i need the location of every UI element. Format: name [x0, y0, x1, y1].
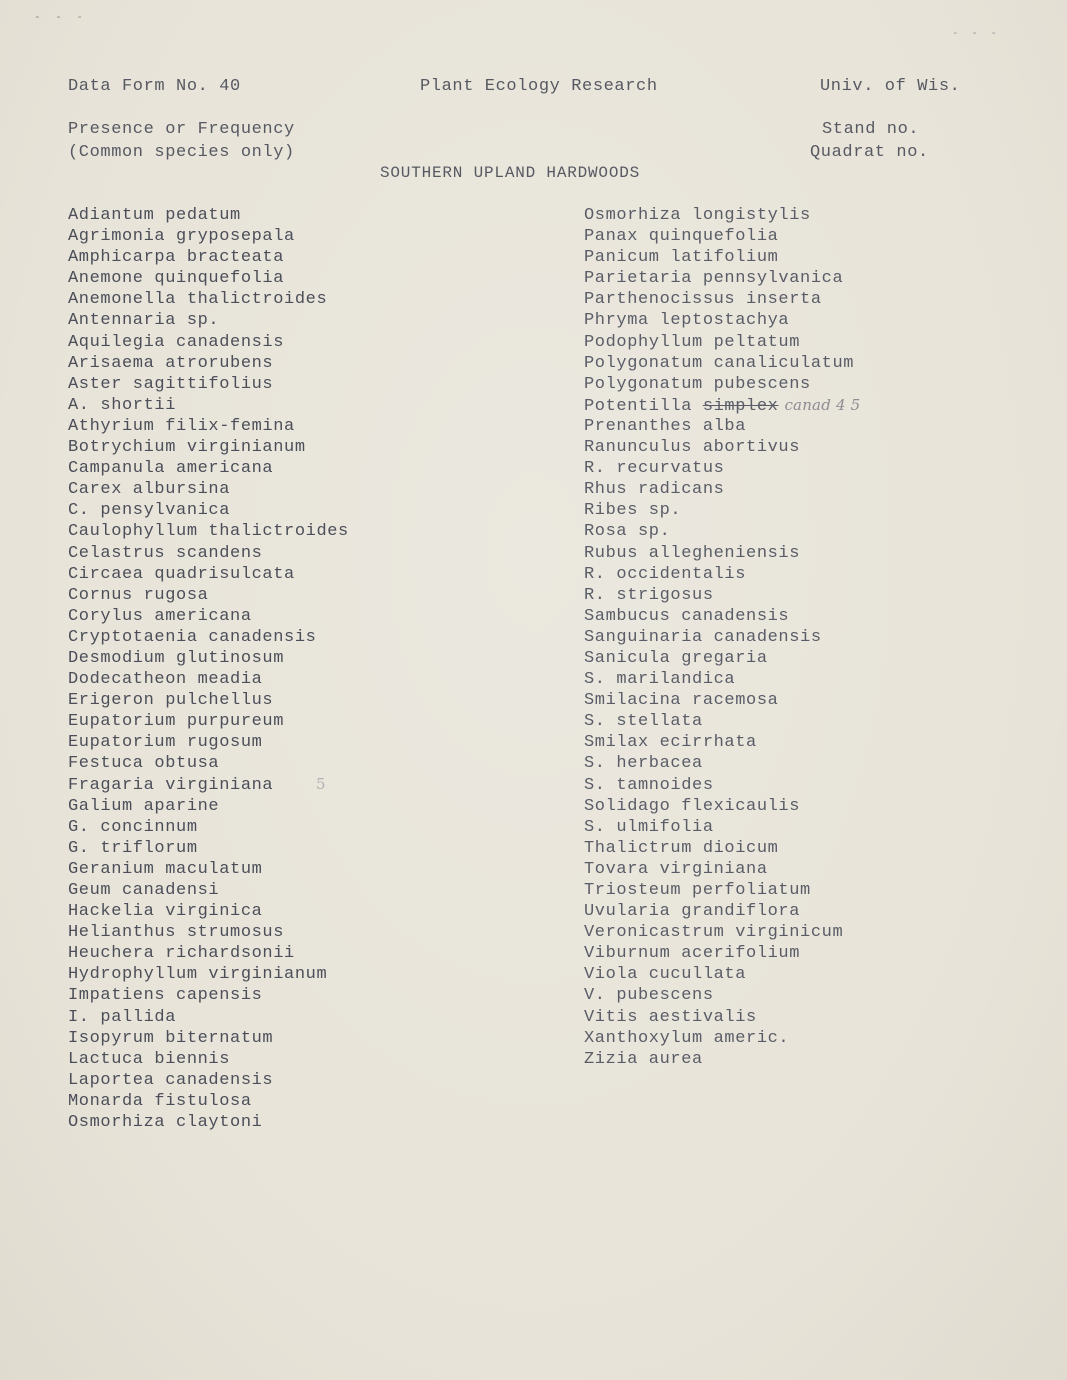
handwritten-note: canad 4 5 [784, 395, 861, 414]
species-item: Fragaria virginiana [68, 775, 274, 795]
species-item: Corylus americana [68, 606, 252, 626]
species-item: G. triflorum [68, 838, 198, 858]
species-item: Celastrus scandens [68, 543, 263, 563]
species-item: Desmodium glutinosum [68, 648, 285, 668]
species-item: Smilacina racemosa [584, 691, 779, 711]
species-item: S. marilandica [584, 670, 736, 690]
species-item: Phryma leptostachya [584, 311, 790, 331]
species-item: Tovara virginiana [584, 859, 768, 879]
species-item: Hackelia virginica [68, 902, 263, 922]
institution: Univ. of Wis. [820, 77, 961, 96]
species-item: Parthenocissus inserta [584, 290, 822, 310]
species-item: Panax quinquefolia [584, 227, 779, 247]
species-item: Sambucus canadensis [584, 606, 790, 626]
species-item: Agrimonia gryposepala [68, 227, 295, 247]
species-item: Xanthoxylum americ. [584, 1028, 790, 1048]
species-item: S. ulmifolia [584, 817, 714, 837]
species-item: Rosa sp. [584, 522, 671, 542]
species-item: Smilax ecirrhata [584, 733, 757, 753]
species-item: Eupatorium purpureum [68, 712, 285, 732]
species-item: Carex albursina [68, 480, 231, 500]
species-item: A. shortii [68, 395, 177, 415]
species-item: V. pubescens [584, 986, 714, 1006]
species-item: Dodecatheon meadia [68, 670, 263, 690]
project-title: Plant Ecology Research [420, 77, 658, 96]
quadrat-number-field: Quadrat no. [810, 143, 929, 162]
species-item: Caulophyllum thalictroides [68, 522, 349, 542]
species-item: S. stellata [584, 712, 703, 732]
species-item: Circaea quadrisulcata [68, 564, 295, 584]
species-item: Panicum latifolium [584, 248, 779, 268]
species-item: Osmorhiza claytoni [68, 1113, 263, 1133]
struck-epithet: simplex [702, 396, 779, 416]
species-item: C. pensylvanica [68, 501, 231, 521]
species-item: Solidago flexicaulis [584, 796, 801, 816]
species-item: Viola cucullata [584, 965, 747, 985]
species-item: G. concinnum [68, 817, 198, 837]
species-list-right [584, 205, 860, 1070]
species-item: Hydrophyllum virginianum [68, 965, 328, 985]
species-item: R. occidentalis [584, 564, 747, 584]
species-item: Lactuca biennis [68, 1049, 231, 1069]
species-item: Viburnum acerifolium [584, 944, 801, 964]
species-item: Isopyrum biternatum [68, 1028, 274, 1048]
species-item: Ranunculus abortivus [584, 438, 801, 458]
handwritten-note: 5 [316, 775, 326, 793]
species-item: Athyrium filix-femina [68, 416, 295, 436]
species-item: Cryptotaenia canadensis [68, 627, 317, 647]
species-item: Adiantum pedatum [68, 206, 241, 225]
species-item: S. herbacea [584, 754, 703, 774]
species-item: Aster sagittifolius [68, 374, 274, 394]
species-item: Heuchera richardsonii [68, 944, 295, 964]
species-item: Sanicula gregaria [584, 648, 768, 668]
species-item: Campanula americana [68, 459, 274, 479]
species-genus: Potentilla [584, 396, 703, 416]
species-item: Thalictrum dioicum [584, 838, 779, 858]
species-item: Galium aparine [68, 796, 220, 816]
species-list-left [68, 205, 349, 1133]
species-item: Anemonella thalictroides [68, 290, 328, 310]
species-item: I. pallida [68, 1007, 177, 1027]
species-item: S. tamnoides [584, 775, 714, 795]
species-item: Zizia aurea [584, 1049, 703, 1069]
species-item: Veronicastrum virginicum [584, 923, 844, 943]
species-item: Polygonatum canaliculatum [584, 353, 855, 373]
species-item: Polygonatum pubescens [584, 374, 811, 394]
species-item: Geum canadensi [68, 881, 220, 900]
species-item: Cornus rugosa [68, 585, 209, 605]
species-item: Ribes sp. [584, 501, 682, 521]
species-item: Monarda fistulosa [68, 1091, 252, 1111]
species-item [584, 395, 860, 416]
species-item: Rhus radicans [584, 480, 725, 500]
species-item: Osmorhiza longistylis [584, 206, 811, 225]
species-item: Geranium maculatum [68, 859, 263, 879]
species-item: Prenanthes alba [584, 416, 747, 436]
species-item: Arisaema atrorubens [68, 353, 274, 373]
species-item: Anemone quinquefolia [68, 269, 285, 289]
species-item: Uvularia grandiflora [584, 902, 801, 922]
species-item: Laportea canadensis [68, 1070, 274, 1090]
species-item: Vitis aestivalis [584, 1007, 757, 1027]
species-item: Botrychium virginianum [68, 438, 306, 458]
data-type-label: Presence or Frequency [68, 120, 295, 139]
species-item: Rubus allegheniensis [584, 543, 801, 563]
species-item: R. recurvatus [584, 459, 725, 479]
species-item: Eupatorium rugosum [68, 733, 263, 753]
species-item: Helianthus strumosus [68, 923, 285, 943]
species-item: Amphicarpa bracteata [68, 248, 285, 268]
species-item: Erigeron pulchellus [68, 691, 274, 711]
species-item: R. strigosus [584, 585, 714, 605]
form-label: Data Form No. 40 [68, 77, 241, 96]
corner-mark: - - - [952, 28, 1001, 40]
section-title: SOUTHERN UPLAND HARDWOODS [380, 164, 641, 182]
stand-number-field: Stand no. [822, 120, 920, 139]
species-item: Triosteum perfoliatum [584, 881, 811, 900]
species-item: Impatiens capensis [68, 986, 263, 1006]
species-item: Antennaria sp. [68, 311, 220, 331]
species-item: Festuca obtusa [68, 754, 220, 774]
corner-mark: - - - [34, 12, 88, 24]
species-item: Sanguinaria canadensis [584, 627, 822, 647]
species-item: Aquilegia canadensis [68, 332, 285, 352]
species-item: Parietaria pennsylvanica [584, 269, 844, 289]
species-item: Podophyllum peltatum [584, 332, 801, 352]
data-scope-note: (Common species only) [68, 143, 295, 162]
